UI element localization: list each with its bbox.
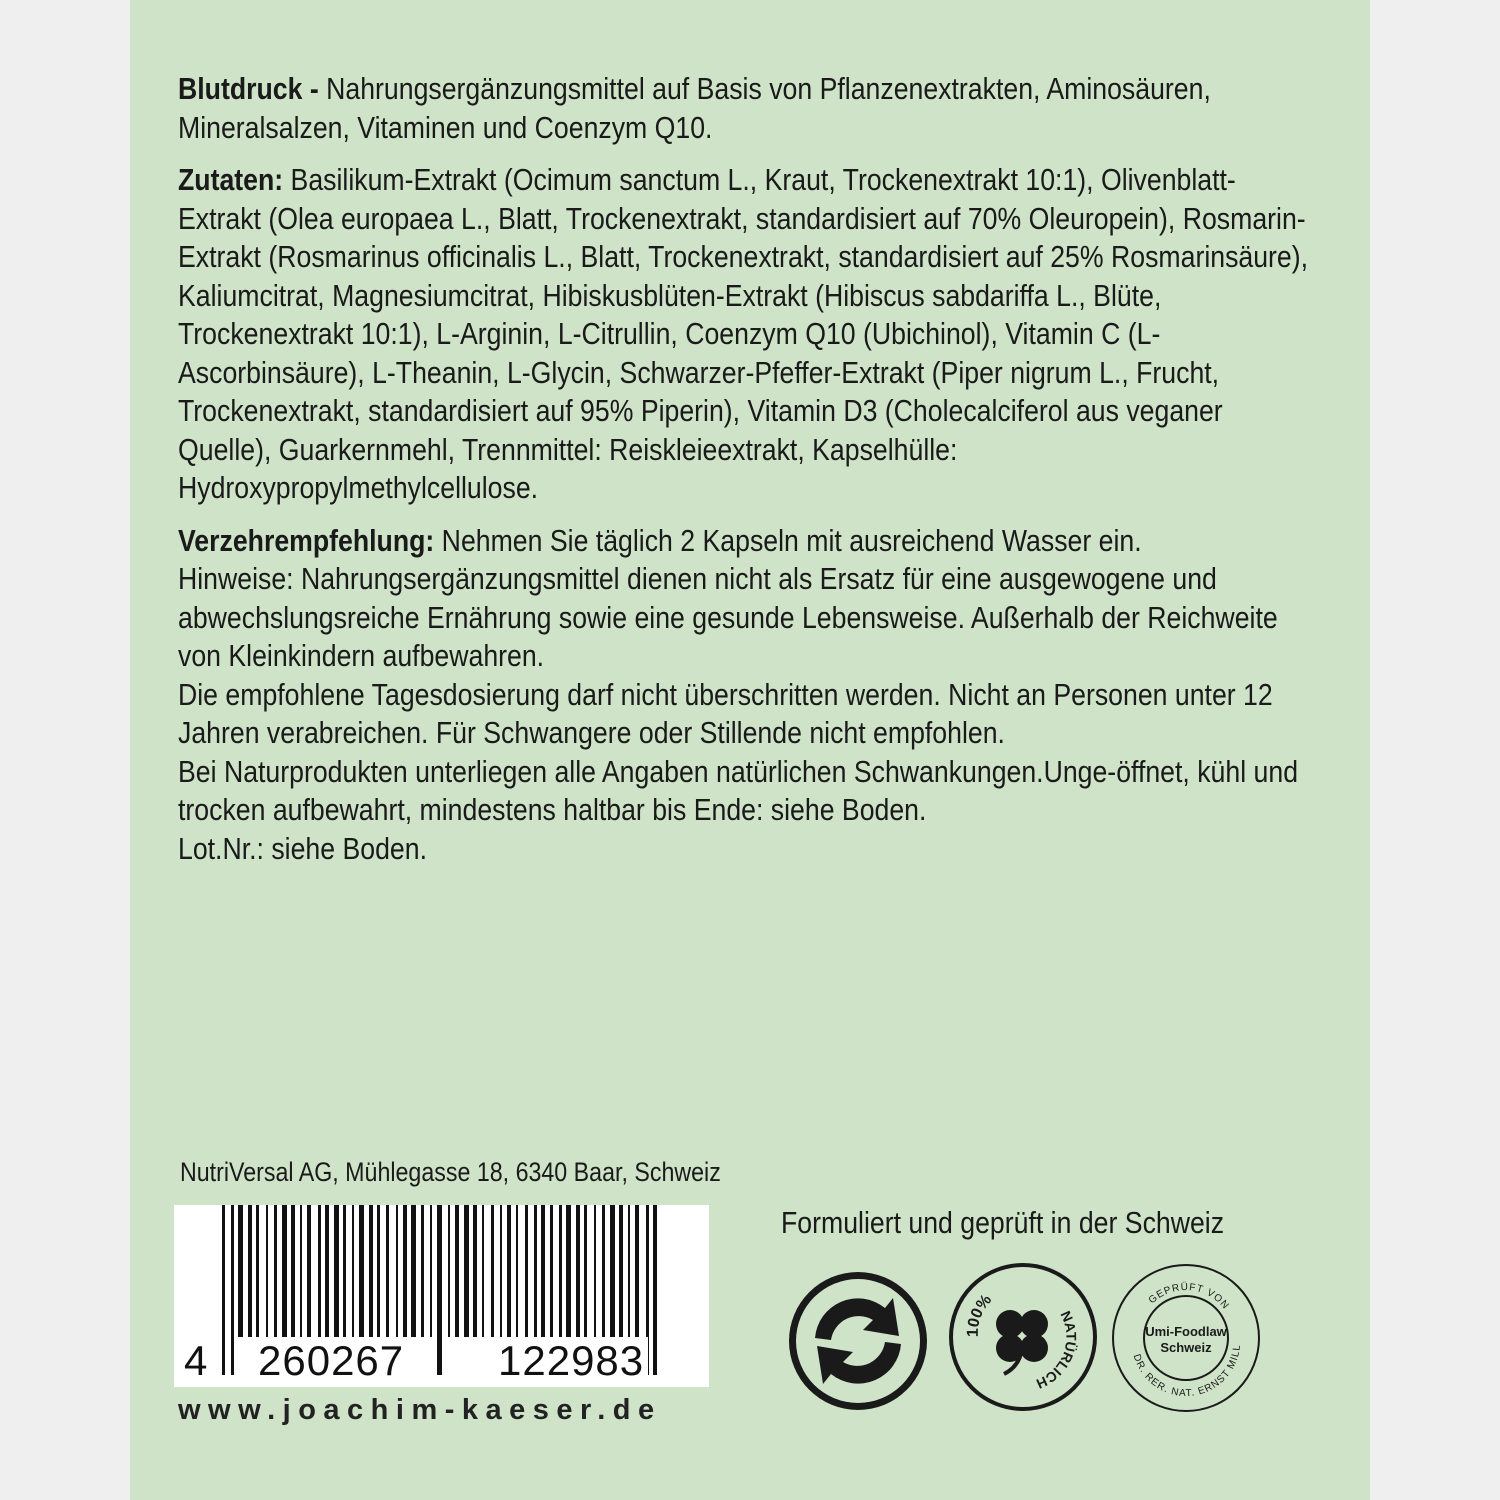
barcode-bar — [482, 1205, 484, 1337]
recycle-arrows-icon — [785, 1268, 931, 1419]
barcode-bar — [343, 1205, 346, 1337]
manufacturer-address: NutriVersal AG, Mühlegasse 18, 6340 Baar, Schweiz — [180, 1157, 721, 1187]
barcode-group-right: 122983 — [494, 1337, 648, 1385]
barcode-bar — [266, 1205, 268, 1337]
natural-badge — [948, 1262, 1098, 1417]
barcode-bar — [300, 1205, 302, 1337]
barcode-bar — [282, 1205, 287, 1337]
svg-text:100% — [965, 1292, 995, 1338]
ean-barcode — [174, 1205, 709, 1387]
barcode-bar — [516, 1205, 518, 1337]
seal-outer-top-text: GEPRÜFT VON — [1146, 1281, 1232, 1312]
barcode-bar — [473, 1205, 477, 1337]
usage-text: Nehmen Sie täglich 2 Kapseln mit ausreichend Wasser ein. — [434, 522, 1142, 558]
product-description-text: Nahrungsergänzungsmittel auf Basis von Pflanzenextrakten, Aminosäuren, Mineralsalzen, Vitaminen und Coenzym Q10. — [178, 71, 1211, 145]
ingredients-section — [178, 161, 1318, 508]
barcode-digit-first: 4 — [180, 1337, 211, 1385]
barcode-bar — [396, 1205, 398, 1337]
usage-line — [178, 522, 1318, 561]
ingredients-text: Basilikum-Extrakt (Ocimum sanctum L., Kraut, Trockenextrakt 10:1), Olivenblatt-Extrakt (Olea europaea L., Blatt, Trockenextrakt, standardisiert auf 70% Oleuropein), Rosmarin-Extrakt (Rosmarinus officinalis L., Blatt, Trockenextrakt, standardisiert auf 25% Rosmarinsäure), Kaliumcitrat, Magnesiumcitrat, Hibiskusblüten-Extrakt (Hibiscus sabdariffa L., Blüte, Trockenextrakt 10:1), L-Arginin, L-Citrullin, Coenzym Q10 (Ubichinol), Vitamin C (L-Ascorbinsäure), L-Theanin, L-Glycin, Schwarzer-Pfeffer-Extrakt (Piper nigrum L., Frucht, Trockenextrakt, standardisiert auf 95% Piperin), Vitamin D3 (Cholecalciferol aus veganer Quelle), Guarkernmehl, Trennmittel: Reiskleieextrakt, Kapselhülle: Hydroxypropylmethylcellulose. — [178, 162, 1309, 505]
barcode-bar — [635, 1205, 639, 1337]
barcode-bar — [464, 1205, 469, 1337]
seal-line-2: Schweiz — [1160, 1340, 1212, 1355]
barcode-bar — [411, 1205, 416, 1337]
barcode-bar — [334, 1205, 339, 1337]
barcode-bar — [448, 1205, 450, 1337]
barcode-bar — [291, 1205, 295, 1337]
barcode-bar — [566, 1205, 571, 1337]
lot-number-text: Lot.Nr.: siehe Boden. — [178, 830, 427, 866]
barcode-bar — [500, 1205, 502, 1337]
usage-and-notes — [178, 522, 1318, 869]
barcode-bar — [534, 1205, 537, 1337]
barcode-bar — [430, 1205, 432, 1337]
product-description — [178, 70, 1318, 147]
usage-label: Verzehrempfehlung: — [178, 522, 435, 558]
foodlaw-seal — [1110, 1262, 1262, 1419]
barcode-bar — [377, 1205, 380, 1337]
barcode-bar — [421, 1205, 424, 1337]
four-leaf-clover-icon — [996, 1310, 1048, 1374]
barcode-bar — [352, 1205, 354, 1337]
barcode-bar — [550, 1205, 553, 1337]
barcode-bar — [619, 1205, 623, 1337]
natural-badge-bottom-text: NATÜRLICH — [1034, 1308, 1080, 1393]
swiss-formulated-text: Formuliert und geprüft in der Schweiz — [781, 1205, 1225, 1240]
barcode-bar — [455, 1205, 459, 1337]
hinweise-text: Hinweise: Nahrungsergänzungsmittel dienen nicht als Ersatz für eine ausgewogene und abwechslungsreiche Ernährung sowie eine gesunde Lebensweise. Außerhalb der Reichweite von Kleinkindern aufbewahren. — [178, 561, 1278, 673]
barcode-bar — [653, 1205, 657, 1375]
storage-text: Bei Naturprodukten unterliegen alle Angaben natürlichen Schwankungen.Unge-öffnet, kühl und trocken aufbewahrt, mindestens haltbar bis Ende: siehe Boden. — [178, 753, 1299, 827]
barcode-bar — [559, 1205, 562, 1337]
seal-outer-bottom-text: DR. RER. NAT. ERNST MILL — [1130, 1343, 1244, 1400]
label-text-block — [178, 70, 1318, 868]
barcode-bar — [238, 1205, 243, 1337]
product-label — [130, 0, 1370, 1500]
barcode-bar — [403, 1205, 407, 1337]
barcode-bar — [222, 1205, 225, 1375]
barcode-bar — [584, 1205, 587, 1337]
barcode-bar — [386, 1205, 389, 1337]
barcode-bar — [507, 1205, 511, 1337]
barcode-bar — [256, 1205, 259, 1337]
barcode-bar — [274, 1205, 277, 1337]
barcode-bar — [628, 1205, 630, 1337]
barcode-bar — [359, 1205, 364, 1337]
product-name: Blutdruck - — [178, 71, 319, 106]
barcode-bar — [437, 1205, 442, 1375]
seal-line-1: Umi-Foodlaw — [1145, 1324, 1227, 1339]
barcode-bar — [541, 1205, 545, 1337]
website-url: www.joachim-kaeser.de — [178, 1394, 662, 1426]
barcode-bar — [318, 1205, 321, 1337]
barcode-bar — [325, 1205, 329, 1337]
barcode-bar — [307, 1205, 311, 1337]
barcode-group-left: 260267 — [254, 1337, 408, 1385]
barcode-bar — [594, 1205, 596, 1337]
barcode-bar — [576, 1205, 580, 1337]
dosage-warning-text: Die empfohlene Tagesdosierung darf nicht überschritten werden. Nicht an Personen unter 12 Jahren verabreichen. Für Schwangere oder Stillende nicht empfohlen. — [178, 676, 1273, 750]
ingredients-label: Zutaten: — [178, 162, 284, 197]
barcode-bar — [231, 1205, 234, 1375]
barcode-bar — [602, 1205, 605, 1337]
barcode-bar — [248, 1205, 252, 1337]
barcode-bar — [491, 1205, 494, 1337]
barcode-bar — [610, 1205, 615, 1337]
barcode-bar — [525, 1205, 528, 1337]
barcode-bar — [369, 1205, 373, 1337]
natural-badge-top-text: 100% — [964, 1291, 996, 1338]
